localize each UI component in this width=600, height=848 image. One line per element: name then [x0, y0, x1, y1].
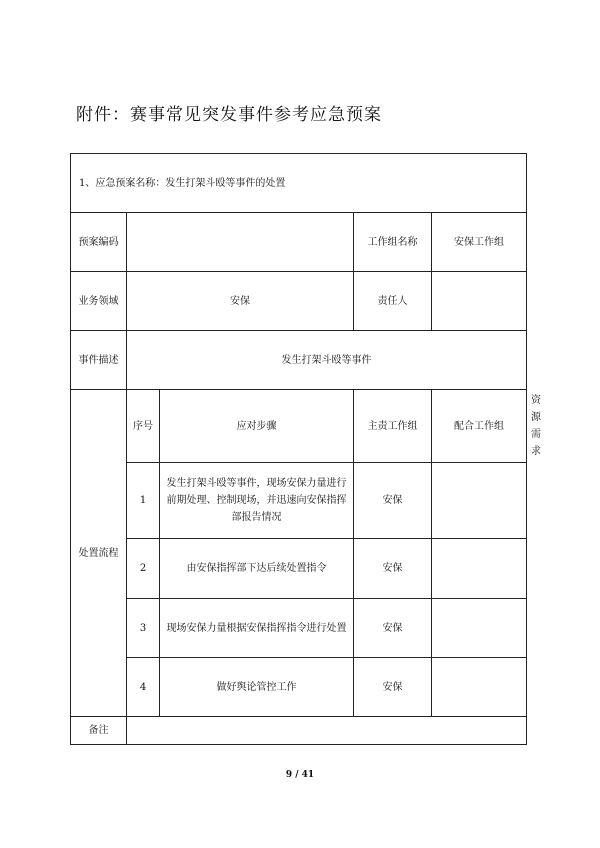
- event-row: [71, 331, 527, 390]
- plan-code-row: [71, 213, 527, 272]
- plan-code-label: 预案编码: [71, 213, 127, 272]
- step-row: [71, 539, 527, 599]
- owner-label: 责任人: [354, 272, 432, 331]
- step-row: [71, 463, 527, 539]
- plan-name-row: [71, 154, 527, 213]
- document-title: 附件：赛事常见突发事件参考应急预案: [76, 105, 382, 125]
- step-lead: 安保: [354, 463, 432, 539]
- step-seq: 1: [127, 463, 160, 539]
- step-lead: 安保: [354, 658, 432, 717]
- domain-value: 安保: [127, 272, 354, 331]
- step-row: [71, 658, 527, 717]
- step-support: [432, 599, 527, 658]
- header-support: 配合工作组: [432, 390, 527, 463]
- domain-row: [71, 272, 527, 331]
- step-support: [432, 658, 527, 717]
- plan-code-value: [127, 213, 354, 272]
- notes-value: [127, 717, 527, 745]
- group-name-value: 安保工作组: [432, 213, 527, 272]
- step-support: [432, 463, 527, 539]
- domain-label: 业务领域: [71, 272, 127, 331]
- event-label: 事件描述: [71, 331, 127, 390]
- step-seq: 3: [127, 599, 160, 658]
- step-row: [71, 599, 527, 658]
- event-value: 发生打架斗殴等事件: [127, 331, 527, 390]
- header-steps: 应对步骤: [160, 390, 354, 463]
- step-text: 做好舆论管控工作: [160, 658, 354, 717]
- group-name-label: 工作组名称: [354, 213, 432, 272]
- step-lead: 安保: [354, 539, 432, 599]
- plan-name-cell: 1、应急预案名称：发生打架斗殴等事件的处置: [71, 154, 527, 213]
- header-lead: 主责工作组: [354, 390, 432, 463]
- step-lead: 安保: [354, 599, 432, 658]
- emergency-plan-table: [70, 153, 541, 745]
- header-seq: 序号: [127, 390, 160, 463]
- notes-row: [71, 717, 527, 745]
- step-text: 由安保指挥部下达后续处置指令: [160, 539, 354, 599]
- step-seq: 4: [127, 658, 160, 717]
- step-seq: 2: [127, 539, 160, 599]
- step-text: 现场安保力量根据安保指挥指令进行处置: [160, 599, 354, 658]
- notes-label: 备注: [71, 717, 127, 745]
- process-header-row: 处置流程 序号 应对步骤 主责工作组 配合工作组 资源需求: [71, 390, 527, 463]
- process-label: 处置流程: [71, 390, 127, 717]
- owner-value: [432, 272, 527, 331]
- page-number: 9 / 41: [285, 770, 315, 780]
- step-support: [432, 539, 527, 599]
- step-text: 发生打架斗殴等事件，现场安保力量进行前期处理、控制现场，并迅速向安保指挥部报告情况: [160, 463, 354, 539]
